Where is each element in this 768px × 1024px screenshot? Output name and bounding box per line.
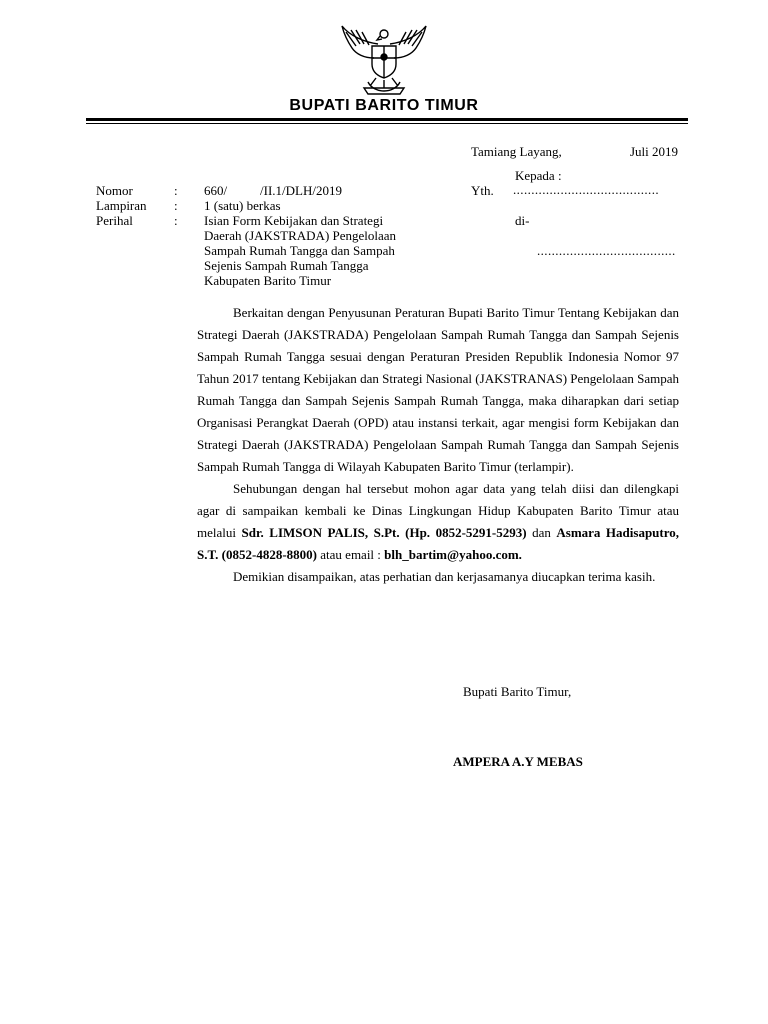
di-label: di- xyxy=(515,213,530,228)
contact-limson: Sdr. LIMSON PALIS, S.Pt. (Hp. 0852-5291-5293) xyxy=(241,525,527,540)
email-label: atau email : xyxy=(320,547,381,562)
contact-asmara: Asmara Hadisaputro, S.T. (0852-4828-8800) xyxy=(197,525,680,562)
email-address: blh_bartim@yahoo.com. xyxy=(384,547,522,562)
letterhead-rule-thin xyxy=(86,123,688,124)
perihal-line: Sejenis Sampah Rumah Tangga xyxy=(204,258,369,273)
recipient-place-line: ...................................... xyxy=(537,243,676,258)
letterhead-rule-thick xyxy=(86,118,688,121)
paragraph-2-text: Sehubungan dengan hal tersebut mohon agar data yang telah diisi dan dilengkapi agar di sampaikan kembali ke Dinas Lingkungan Hidup Kabupaten Barito Timur atau melalui xyxy=(197,481,679,540)
garuda-emblem-icon xyxy=(334,24,434,96)
lampiran-value: 1 (satu) berkas xyxy=(204,198,281,213)
and-text: dan xyxy=(532,525,551,540)
perihal-line: Kabupaten Barito Timur xyxy=(204,273,332,288)
perihal-line: Daerah (JAKSTRADA) Pengelolaan xyxy=(204,228,397,243)
body-paragraph-3: Demikian disampaikan, atas perhatian dan kerjasamanya diucapkan terima kasih. xyxy=(233,569,656,584)
perihal-line: Isian Form Kebijakan dan Strategi xyxy=(204,213,384,228)
signature-name: AMPERA A.Y MEBAS xyxy=(453,754,583,769)
nomor-value-b: /II.1/DLH/2019 xyxy=(260,183,342,198)
letterhead-title: BUPATI BARITO TIMUR xyxy=(289,97,479,114)
perihal-value xyxy=(204,213,396,288)
date: Juli 2019 xyxy=(630,144,679,159)
letter-body xyxy=(197,302,679,588)
recipient-name-line: ........................................ xyxy=(513,182,659,197)
place: Tamiang Layang, xyxy=(471,144,562,159)
lampiran-label: Lampiran xyxy=(96,198,147,213)
lampiran-colon: : xyxy=(174,198,178,213)
body-paragraph-2 xyxy=(197,478,679,566)
nomor-label: Nomor xyxy=(96,183,133,198)
body-paragraph-1: Berkaitan dengan Penyusunan Peraturan Bupati Barito Timur Tentang Kebijakan dan Strategi Daerah (JAKSTRADA) Pengelolaan Sampah Rumah Tangga dan Sampah Sejenis Sampah Rumah Tangga sesuai dengan Peraturan Presiden Republik Indonesia Nomor 97 Tahun 2017 tentang Kebijakan dan Strategi Nasional (JAKSTRANAS) Pengelolaan Sampah Rumah Tangga dan Sampah Sejenis Sampah Rumah Tangga, maka diharapkan dari setiap Organisasi Perangkat Daerah (OPD) atau instansi terkait, agar mengisi form Kebijakan dan Strategi Daerah (JAKSTRADA) Pengelolaan Sampah Rumah Tangga dan Sampah Sejenis Sampah Rumah Tangga di Wilayah Kabupaten Barito Timur (terlampir). xyxy=(197,305,679,474)
nomor-colon: : xyxy=(174,183,178,198)
perihal-label: Perihal xyxy=(96,213,133,228)
perihal-line: Sampah Rumah Tangga dan Sampah xyxy=(204,243,395,258)
yth-label: Yth. xyxy=(471,183,494,198)
nomor-value-a: 660/ xyxy=(204,183,228,198)
signature-title: Bupati Barito Timur, xyxy=(463,684,572,699)
kepada-label: Kepada : xyxy=(515,168,562,183)
perihal-colon: : xyxy=(174,213,178,228)
